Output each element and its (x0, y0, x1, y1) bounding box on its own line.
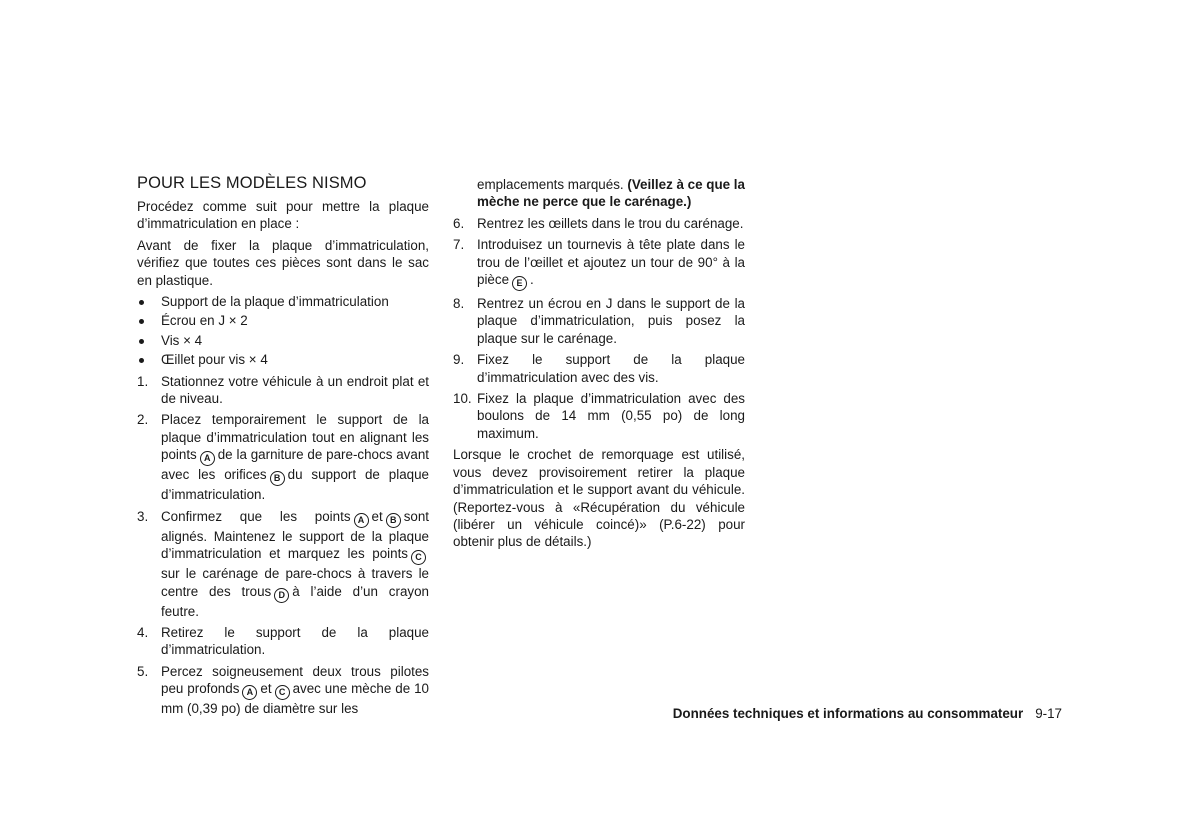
bullet-item: Vis × 4 (137, 332, 429, 349)
callout-c-icon: C (275, 685, 290, 700)
bullet-icon (137, 293, 161, 310)
intro-paragraph: Procédez comme suit pour mettre la plaque d’immatriculation en place : (137, 199, 429, 232)
step-10: 10. Fixez la plaque d’immatriculation avec des boulons de 14 mm (0,55 po) de long maximum. (453, 391, 745, 441)
page-number: 9-17 (1035, 706, 1062, 721)
callout-e-icon: E (512, 276, 527, 291)
callout-c-icon: C (411, 550, 426, 565)
page-footer (600, 706, 1062, 721)
step-3: 3. Confirmez que les points A et B sont alignés. Maintenez le support de la plaque d’immatriculation et marquez les points Csur le carénage de pare-chocs à travers le centre des trous D à l’aide d’un crayon feutre. (137, 508, 429, 619)
closing-paragraph: Lorsque le crochet de remorquage est utilisé, vous devez provisoirement retirer la plaque d’immatriculation et le support avant du véhicule. (Reportez-vous à «Récupération du véhicule (libérer un véhicule coincé)» (P.6-22) pour obtenir plus de détails.) (453, 447, 745, 550)
right-column (453, 176, 745, 555)
parts-check-paragraph: Avant de fixer la plaque d’immatriculation, vérifiez que toutes ces pièces sont dans le sac en plastique. (137, 237, 429, 288)
callout-a-icon: A (242, 685, 257, 700)
step-6: 6. Rentrez les œillets dans le trou du carénage. (453, 215, 744, 231)
bullet-item: Écrou en J × 2 (137, 312, 429, 329)
callout-b-icon: B (270, 471, 285, 486)
bullet-item: Œillet pour vis × 4 (137, 351, 429, 368)
callout-b-icon: B (386, 513, 401, 528)
left-column (137, 173, 429, 722)
section-title: POUR LES MODÈLES NISMO (137, 174, 367, 192)
warning-text: (Veillez à ce que la mèche ne perce que le carénage.) (477, 177, 745, 210)
callout-d-icon: D (274, 588, 289, 603)
footer-section-title: Données techniques et informations au consommateur (672, 706, 1024, 721)
step-2: 2. Placez temporairement le support de la plaque d’immatriculation tout en alignant les points A de la garniture de pare-chocs avant avec les orifices B du support de plaque d’immatriculation. (137, 412, 429, 503)
bullet-icon (137, 332, 161, 349)
step-1: 1. Stationnez votre véhicule à un endroit plat et de niveau. (137, 373, 429, 407)
step-5: 5. Percez soigneusement deux trous pilotes peu profonds A et C avec une mèche de 10 mm (0,39 po) de diamètre sur les (137, 663, 429, 717)
step-9: 9. Fixez le support de la plaque d’immatriculation avec des vis. (453, 352, 745, 385)
callout-a-icon: A (354, 513, 369, 528)
step-4: 4. Retirez le support de la plaque d’immatriculation. (137, 624, 429, 658)
callout-a-icon: A (200, 451, 215, 466)
bullet-item: Support de la plaque d’immatriculation (137, 293, 429, 310)
step-7: 7. Introduisez un tournevis à tête plate dans le trou de l’œillet et ajoutez un tour de 90° à la pièce E . (453, 236, 745, 291)
bullet-icon (137, 351, 161, 368)
bullet-icon (137, 312, 161, 329)
step-5-continued: emplacements marqués. (Veillez à ce que la mèche ne perce que le carénage.) (477, 177, 745, 210)
step-8: 8. Rentrez un écrou en J dans le support de la plaque d’immatriculation, puis posez la plaque sur le carénage. (453, 296, 745, 346)
